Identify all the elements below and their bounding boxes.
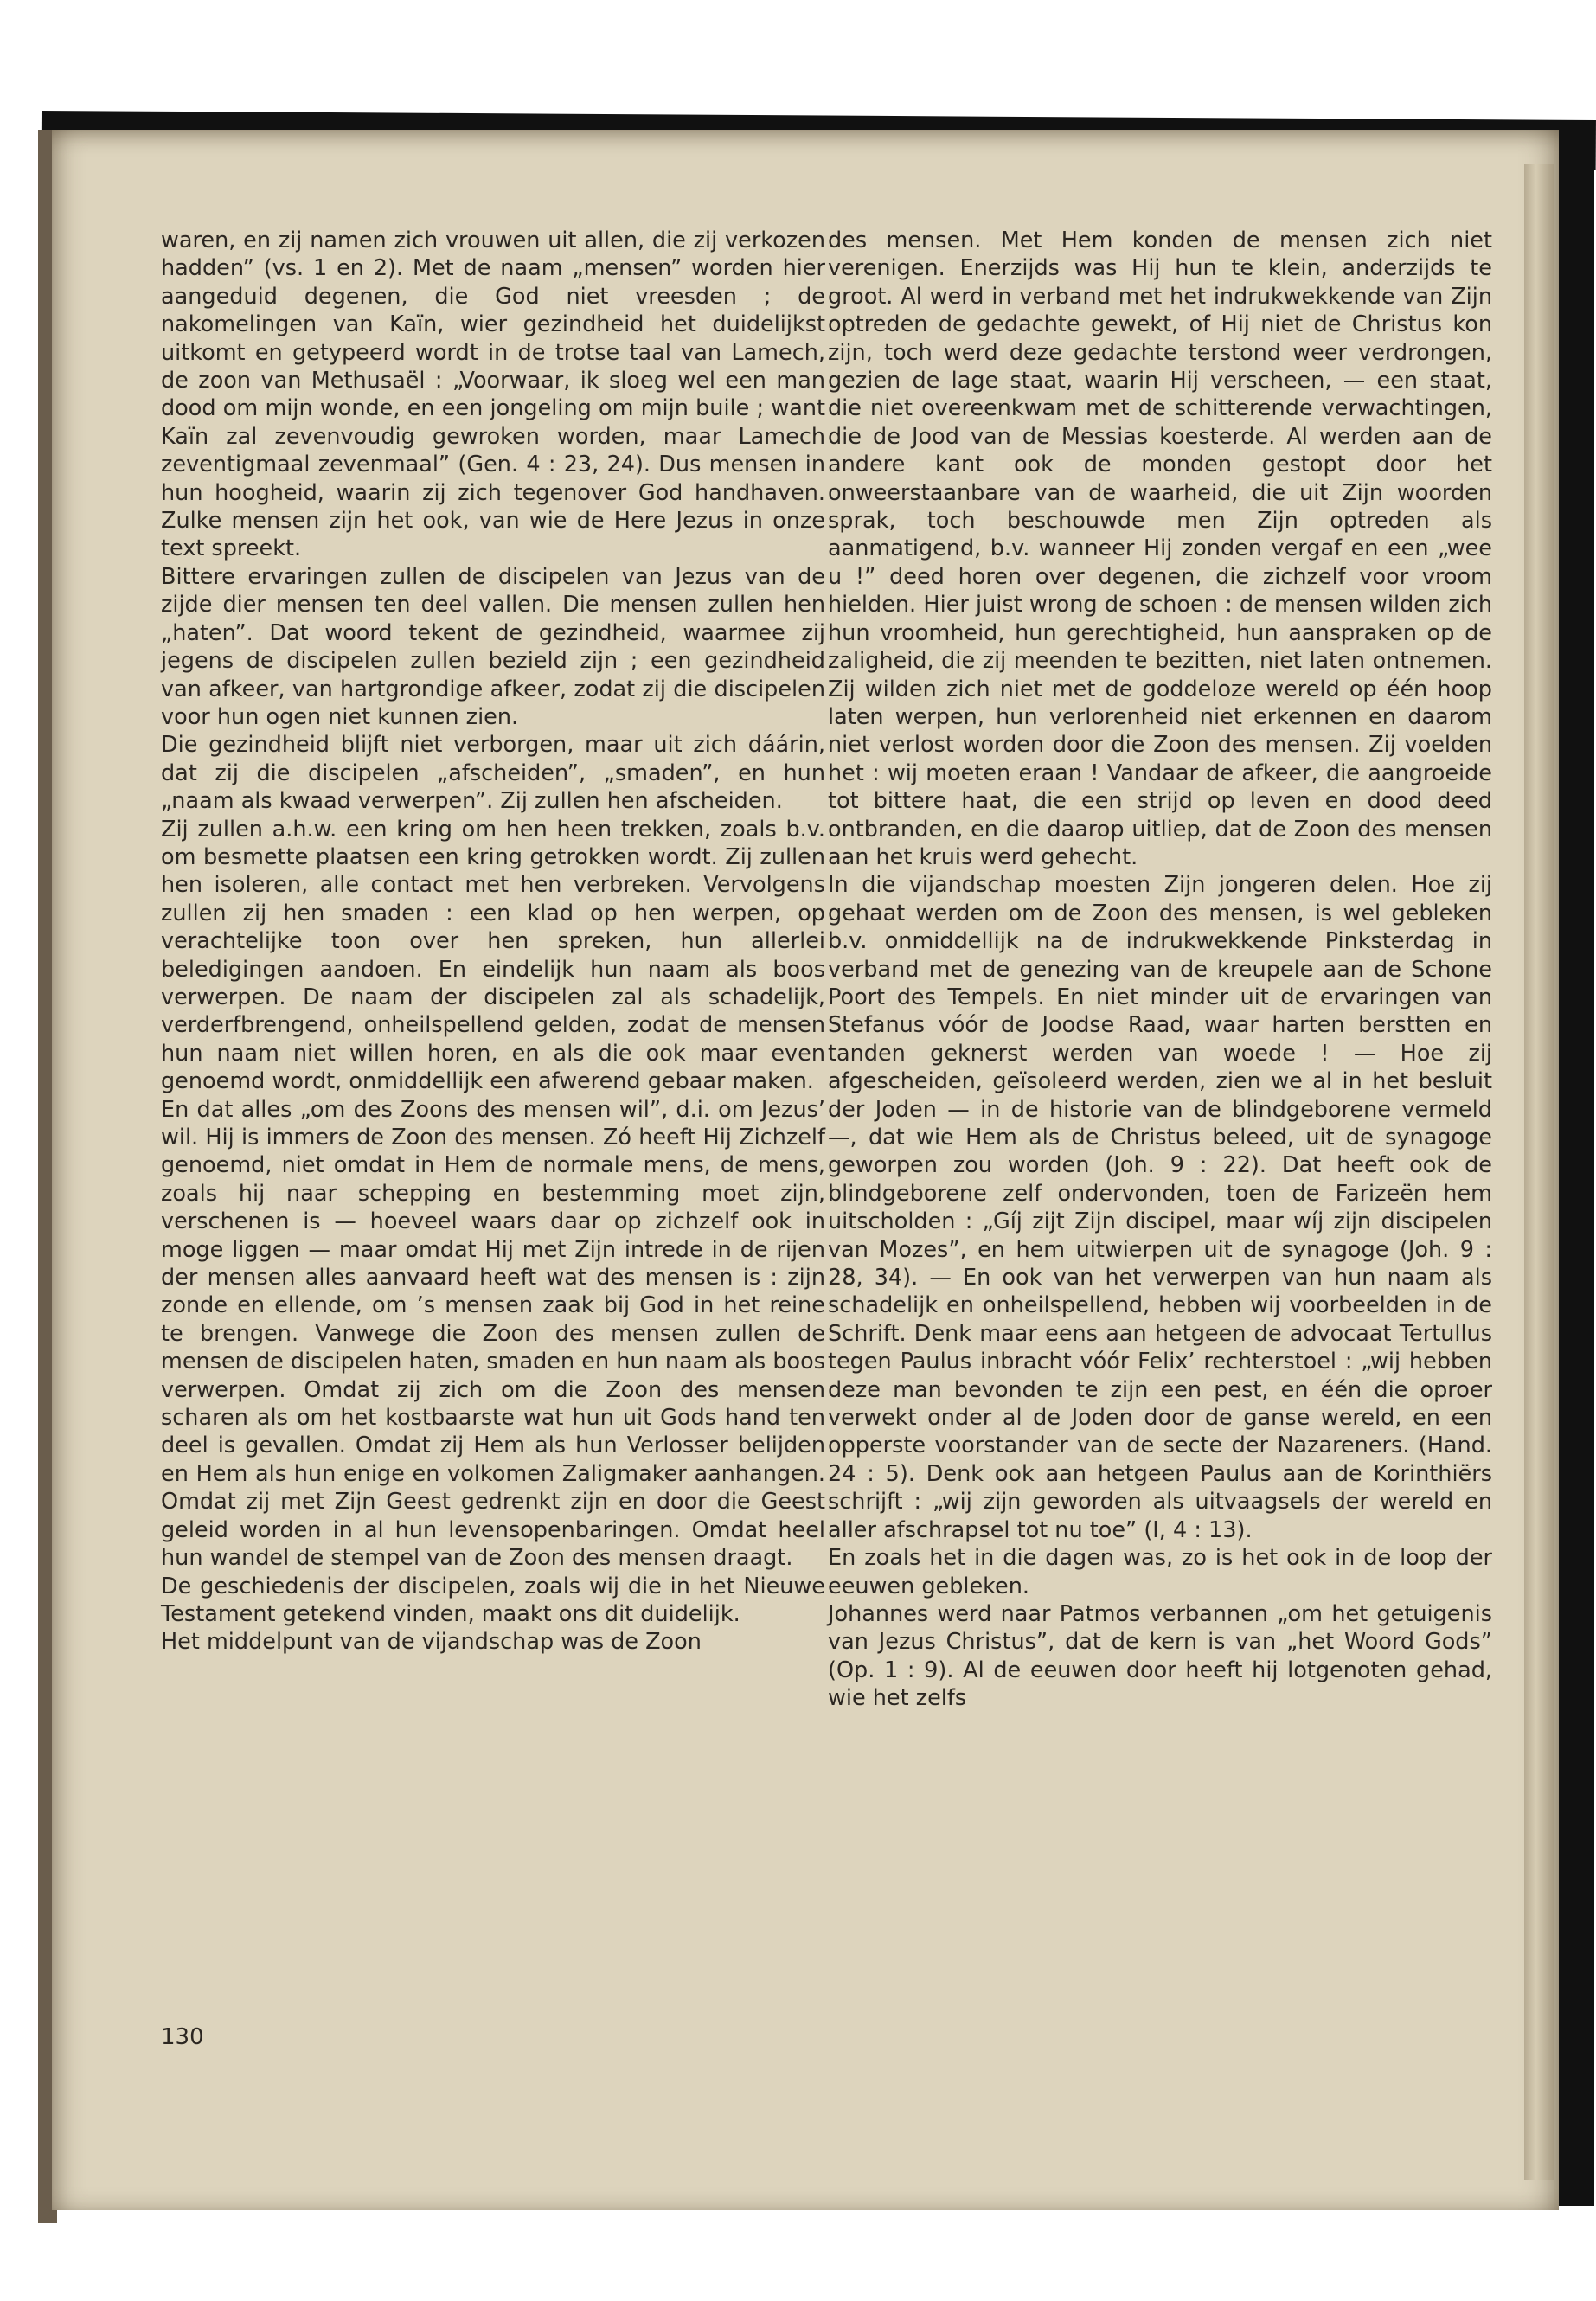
paragraph: Bittere ervaringen zullen de discipelen van Jezus van de zijde dier mensen ten deel vallen. Die mensen zullen hen „haten”. Dat woord tekent de gezindheid, waarmee zij jegens de discipelen zullen bezield zijn ; een gezindheid van afkeer, van hartgrondige afkeer, zodat zij die discipelen voor hun ogen niet kunnen zien. [161, 563, 825, 730]
paragraph: De geschiedenis der discipelen, zoals wij die in het Nieuwe Testament getekend vinden, maakt ons dit duidelijk. [161, 1573, 825, 1627]
paragraph: Het middelpunt van de vijandschap was de Zoon [161, 1629, 702, 1656]
scan-border-right [1553, 130, 1594, 2206]
right-column [828, 227, 1492, 1713]
paragraph: En dat alles „om des Zoons des mensen wil”, d.i. om Jezus’ wil. Hij is immers de Zoon des mensen. Zó heeft Hij Zichzelf genoemd, niet omdat in Hem de normale mens, de mens, zoals hij naar schepping en bestemming moet zijn, verschenen is — hoeveel waars daar op zichzelf ook in moge liggen — maar omdat Hij met Zijn intrede in de rijen der mensen alles aanvaard heeft wat des mensen is : zijn zonde en ellende, om ’s mensen zaak bij God in het reine te brengen. Vanwege die Zoon des mensen zullen de mensen de discipelen haten, smaden en hun naam als boos verwerpen. Omdat zij zich om die Zoon des mensen scharen als om het kostbaarste wat hun uit Gods hand ten deel is gevallen. Omdat zij Hem als hun Verlosser belijden en Hem als hun enige en volkomen Zaligmaker aanhangen. Omdat zij met Zijn Geest gedrenkt zijn en door die Geest geleid worden in al hun levensopenbaringen. Omdat heel hun wandel de stempel van de Zoon des mensen draagt. [161, 1096, 825, 1572]
paragraph: Die gezindheid blijft niet verborgen, maar uit zich dáárin, dat zij die discipelen „afscheiden”, „smaden”, en hun „naam als kwaad verwerpen”. Zij zullen hen afscheiden. [161, 732, 825, 815]
page-edge [1524, 164, 1554, 2180]
paragraph: Johannes werd naar Patmos verbannen „om het getuigenis van Jezus Christus”, dat de kern is van „het Woord Gods” (Op. 1 : 9). Al de eeuwen door heeft hij lotgenoten gehad, wie het zelfs [828, 1600, 1492, 1712]
paragraph: des mensen. Met Hem konden de mensen zich niet verenigen. Enerzijds was Hij hun te klein, anderzijds te groot. Al werd in verband met het indrukwekkende van Zijn optreden de gedachte gewekt, of Hij niet de Christus kon zijn, toch werd deze gedachte terstond weer verdrongen, gezien de lage staat, waarin Hij verscheen, — een staat, die niet overeenkwam met de schitterende verwachtingen, die de Jood van de Messias koesterde. Al werden aan de andere kant ook de monden gestopt door het onweerstaanbare van de waarheid, die uit Zijn woorden sprak, toch beschouwde men Zijn optreden als aanmatigend, b.v. wanneer Hij zonden vergaf en een „wee u !” deed horen over degenen, die zichzelf voor vroom hielden. Hier juist wrong de schoen : de mensen wilden zich hun vroomheid, hun gerechtigheid, hun aanspraken op de zaligheid, die zij meenden te bezitten, niet laten ontnemen. Zij wilden zich niet met de goddeloze wereld op één hoop laten werpen, hun verlorenheid niet erkennen en daarom niet verlost worden door die Zoon des mensen. Zij voelden het : wij moeten eraan ! Vandaar de afkeer, die aangroeide tot bittere haat, die een strijd op leven en dood deed ontbranden, en die daarop uitliep, dat de Zoon des mensen aan het kruis werd gehecht. [828, 228, 1492, 870]
left-column [161, 227, 825, 1657]
paragraph: En zoals het in die dagen was, zo is het ook in de loop der eeuwen gebleken. [828, 1545, 1492, 1599]
paragraph: Zij zullen a.h.w. een kring om hen heen trekken, zoals b.v. om besmette plaatsen een kring getrokken wordt. Zij zullen hen isoleren, alle contact met hen verbreken. Vervolgens zullen zij hen smaden : een klad op hen werpen, op verachtelijke toon over hen spreken, hun allerlei beledigingen aandoen. En eindelijk hun naam als boos verwerpen. De naam der discipelen zal als schadelijk, verderfbrengend, onheilspellend gelden, zodat de mensen hun naam niet willen horen, en als die ook maar even genoemd wordt, onmiddellijk een afwerend gebaar maken. [161, 816, 825, 1095]
paragraph: In die vijandschap moesten Zijn jongeren delen. Hoe zij gehaat werden om de Zoon des mensen, is wel gebleken b.v. onmiddellijk na de indrukwekkende Pinksterdag in verband met de genezing van de kreupele aan de Schone Poort des Tempels. En niet minder uit de ervaringen van Stefanus vóór de Joodse Raad, waar harten berstten en tanden geknerst werden van woede ! — Hoe zij afgescheiden, geïsoleerd werden, zien we al in het besluit der Joden — in de historie van de blindgeborene vermeld —, dat wie Hem als de Christus beleed, uit de synagoge geworpen zou worden (Joh. 9 : 22). Dat heeft ook de blindgeborene zelf ondervonden, toen de Farizeën hem uitscholden : „Gíj zijt Zijn discipel, maar wíj zijn discipelen van Mozes”, en hem uitwierpen uit de synagoge (Joh. 9 : 28, 34). — En ook van het verwerpen van hun naam als schadelijk en onheilspellend, hebben wij voorbeelden in de Schrift. Denk maar eens aan hetgeen de advocaat Tertullus tegen Paulus inbracht vóór Felix’ rechterstoel : „wij hebben deze man bevonden te zijn een pest, en één die oproer verwekt onder al de Joden door de ganse wereld, en een opperste voorstander van de secte der Nazareners. (Hand. 24 : 5). Denk ook aan hetgeen Paulus aan de Korinthiërs schrijft : „wij zijn geworden als uitvaagsels der wereld en aller afschrapsel tot nu toe” (I, 4 : 13). [828, 872, 1492, 1543]
paragraph: waren, en zij namen zich vrouwen uit allen, die zij verkozen hadden” (vs. 1 en 2). Met de naam „mensen” worden hier aangeduid degenen, die God niet vreesden ; de nakomelingen van Kaïn, wier gezindheid het duidelijkst uitkomt en getypeerd wordt in de trotse taal van Lamech, de zoon van Methusaël : „Voorwaar, ik sloeg wel een man dood om mijn wonde, en een jongeling om mijn buile ; want Kaïn zal zevenvoudig gewroken worden, maar Lamech zeventigmaal zevenmaal” (Gen. 4 : 23, 24). Dus mensen in hun hoogheid, waarin zij zich tegenover God handhaven. Zulke mensen zijn het ook, van wie de Here Jezus in onze text spreekt. [161, 228, 825, 562]
page-number: 130 [161, 2024, 204, 2050]
